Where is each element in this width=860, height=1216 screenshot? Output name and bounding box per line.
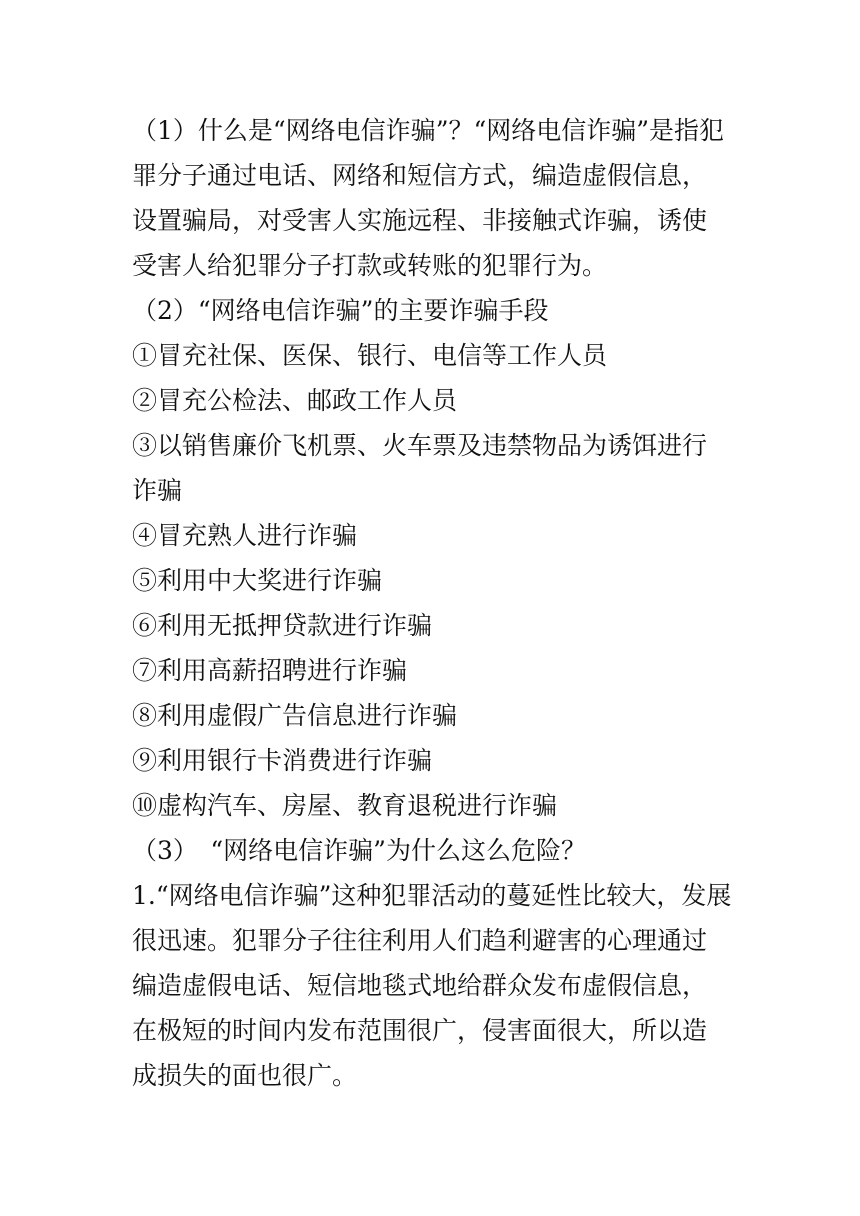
text-line: 很迅速。犯罪分子往往利用人们趋利避害的心理通过 <box>132 926 708 955</box>
text-line: 编造虚假电话、短信地毯式地给群众发布虚假信息， <box>132 971 708 1000</box>
list-item: ⑨利用银行卡消费进行诈骗 <box>132 746 433 775</box>
list-item: ①冒充社保、医保、银行、电信等工作人员 <box>132 341 608 370</box>
list-item: ⑩虚构汽车、房屋、教育退税进行诈骗 <box>132 791 558 820</box>
section-heading: （2）“网络电信诈骗”的主要诈骗手段 <box>132 296 549 325</box>
section-1-definition <box>132 108 732 288</box>
list-item: ⑧利用虚假广告信息进行诈骗 <box>132 701 458 730</box>
list-item: ⑥利用无抵押贷款进行诈骗 <box>132 611 433 640</box>
text-line: 在极短的时间内发布范围很广，侵害面很大，所以造 <box>132 1016 708 1045</box>
text-line: 成损失的面也很广。 <box>132 1061 358 1090</box>
list-item: ⑤利用中大奖进行诈骗 <box>132 566 383 595</box>
text-line: 1.“网络电信诈骗”这种犯罪活动的蔓延性比较大，发展 <box>132 881 732 910</box>
text-line: 设置骗局，对受害人实施远程、非接触式诈骗，诱使 <box>132 206 708 235</box>
text-line: （1）什么是“网络电信诈骗”？“网络电信诈骗”是指犯 <box>132 116 725 145</box>
text-line: 受害人给犯罪分子打款或转账的犯罪行为。 <box>132 251 608 280</box>
list-item-continuation: 诈骗 <box>132 476 183 505</box>
list-item: ③以销售廉价飞机票、火车票及违禁物品为诱饵进行 <box>132 431 708 460</box>
list-item: ⑦利用高薪招聘进行诈骗 <box>132 656 408 685</box>
section-heading: （3） “网络电信诈骗”为什么这么危险？ <box>132 836 586 865</box>
list-item: ④冒充熟人进行诈骗 <box>132 521 358 550</box>
list-item: ②冒充公检法、邮政工作人员 <box>132 386 458 415</box>
section-2-methods <box>132 288 732 828</box>
text-line: 罪分子通过电话、网络和短信方式，编造虚假信息， <box>132 161 708 190</box>
document-body <box>132 108 732 1098</box>
section-3-danger <box>132 828 732 1098</box>
